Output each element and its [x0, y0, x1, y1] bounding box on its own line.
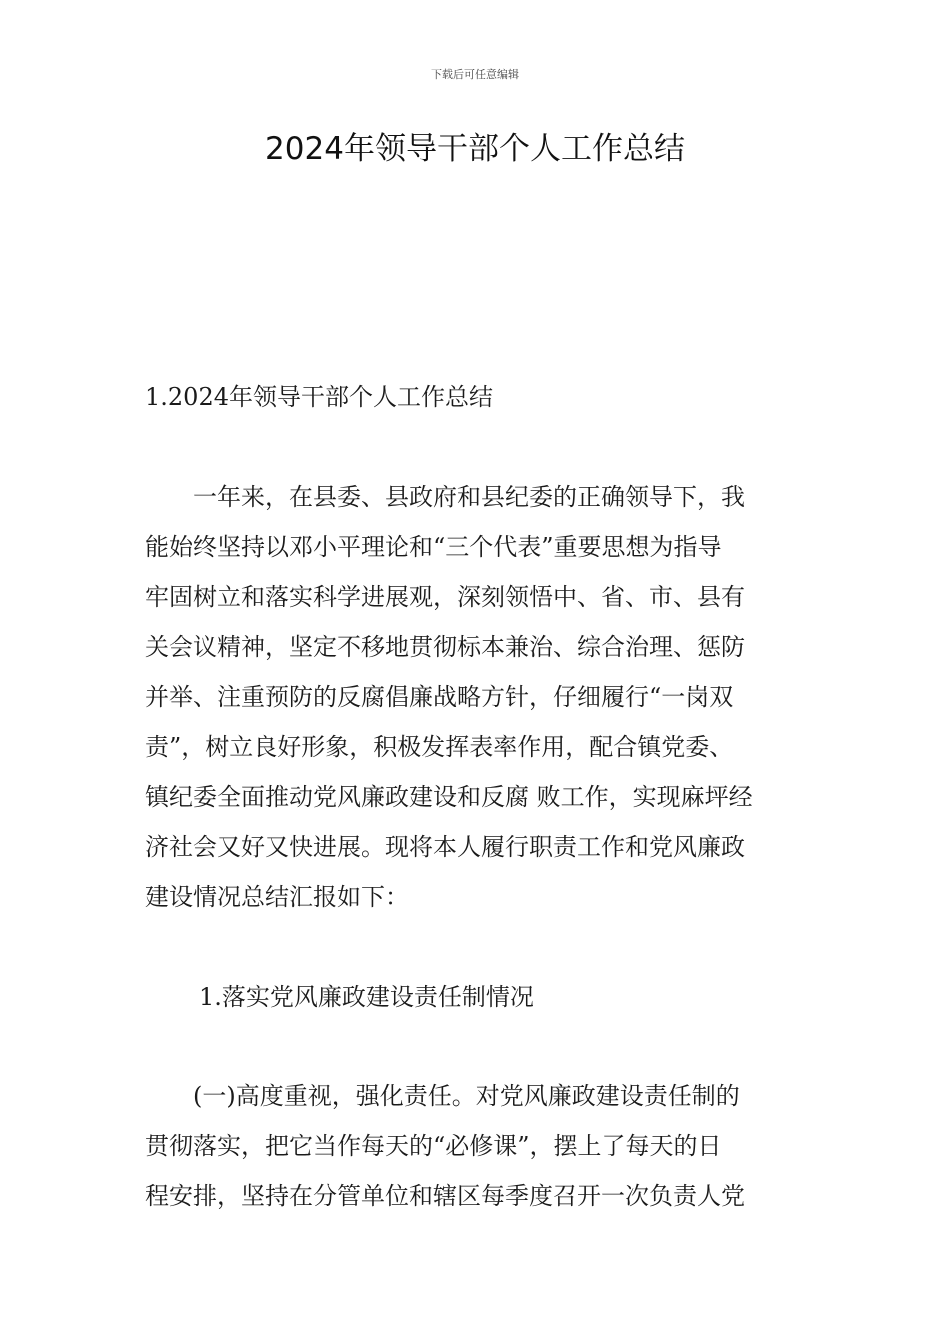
paragraph-line: (一)高度重视，强化责任。对党风廉政建设责任制的 — [145, 1082, 740, 1110]
paragraph-2 — [145, 1071, 745, 1221]
document-title: 2024年领导干部个人工作总结 — [265, 131, 685, 167]
paragraph-line: 镇纪委全面推动党风廉政建设和反腐 败工作，实现麻坪经 — [145, 783, 753, 811]
paragraph-line: 贯彻落实，把它当作每天的“必修课”，摆上了每天的日 — [145, 1132, 722, 1160]
paragraph-line: 关会议精神，坚定不移地贯彻标本兼治、综合治理、惩防 — [145, 633, 745, 661]
subheading: 1.落实党风廉政建设责任制情况 — [199, 983, 534, 1011]
paragraph-line: 程安排，坚持在分管单位和辖区每季度召开一次负责人党 — [145, 1182, 745, 1210]
paragraph-line: 济社会又好又快进展。现将本人履行职责工作和党风廉政 — [145, 833, 745, 861]
header-note: 下载后可任意编辑 — [431, 68, 519, 81]
paragraph-line: 一年来，在县委、县政府和县纪委的正确领导下，我 — [145, 483, 745, 511]
paragraph-line: 牢固树立和落实科学进展观，深刻领悟中、省、市、县有 — [145, 583, 745, 611]
paragraph-line: 并举、注重预防的反腐倡廉战略方针，仔细履行“一岗双 — [145, 683, 734, 711]
paragraph-1 — [145, 472, 753, 922]
section-title: 1.2024年领导干部个人工作总结 — [145, 383, 493, 411]
paragraph-line: 责”，树立良好形象，积极发挥表率作用，配合镇党委、 — [145, 733, 734, 761]
paragraph-line: 能始终坚持以邓小平理论和“三个代表”重要思想为指导 — [145, 533, 722, 561]
paragraph-line: 建设情况总结汇报如下： — [145, 883, 409, 911]
